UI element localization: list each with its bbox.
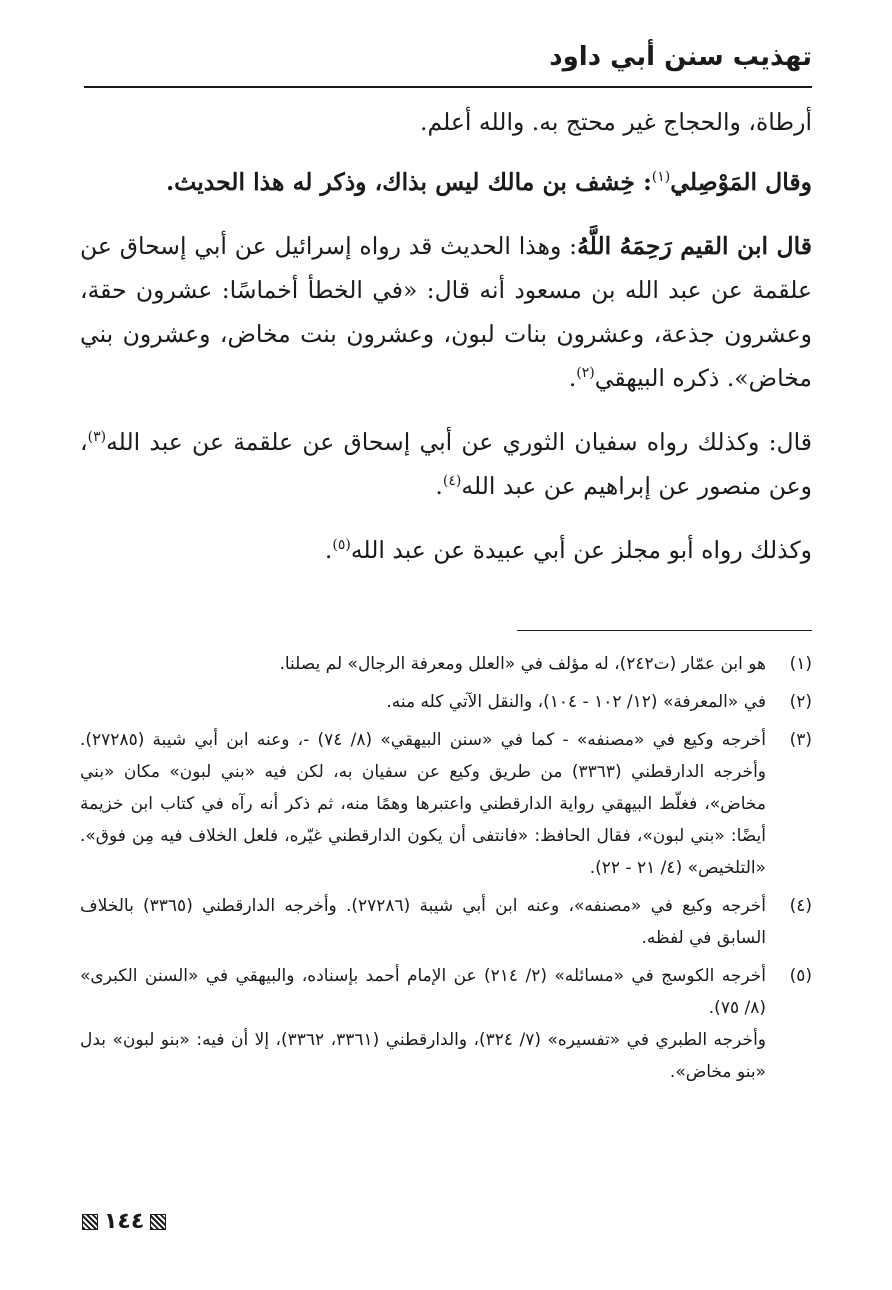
footnote-ref-5[interactable]: (٥) bbox=[332, 537, 351, 554]
paragraph-4-text-1: قال: وكذلك رواه سفيان الثوري عن أبي إسحاق عن علقمة عن عبد الله bbox=[106, 428, 812, 456]
ornament-icon bbox=[150, 1214, 166, 1230]
main-text bbox=[80, 100, 812, 592]
footnote-ref-1[interactable]: (١) bbox=[651, 169, 671, 186]
footnote-ref-4[interactable]: (٤) bbox=[442, 473, 462, 490]
paragraph-3 bbox=[80, 224, 812, 400]
paragraph-5-end: . bbox=[324, 536, 333, 564]
footnote-text: أخرجه وكيع في «مصنفه»، وعنه ابن أبي شيبة (٢٧٢٨٦). وأخرجه الدارقطني (٣٣٦٥) بالخلاف السابق في لفظه. bbox=[80, 896, 766, 948]
footnote-4 bbox=[80, 890, 812, 954]
footnote-separator bbox=[517, 630, 812, 631]
paragraph-4-text-2: ، وعن منصور عن إبراهيم عن عبد الله bbox=[80, 428, 812, 500]
footnote-ref-3[interactable]: (٣) bbox=[87, 429, 107, 446]
paragraph-3-end: . bbox=[568, 364, 577, 392]
footnote-ref-2[interactable]: (٢) bbox=[576, 365, 595, 382]
ibn-alqayyim-lead: قال ابن القيم رَحِمَهُ اللَّهُ bbox=[577, 232, 812, 260]
footnote-number: (٣) bbox=[789, 730, 812, 750]
footnote-1 bbox=[80, 648, 812, 680]
footnote-text: أخرجه الكوسج في «مسائله» (٢/ ٢١٤) عن الإمام أحمد بإسناده، والبيهقي في «السنن الكبرى» (٨/ ٧٥). bbox=[80, 966, 766, 1018]
footnote-number: (٤) bbox=[789, 896, 812, 916]
footnote-5 bbox=[80, 960, 812, 1088]
paragraph-5-text: وكذلك رواه أبو مجلز عن أبي عبيدة عن عبد الله bbox=[350, 536, 812, 564]
paragraph-1-text: أرطاة، والحجاج غير محتج به. والله أعلم. bbox=[420, 108, 812, 136]
header-title: تهذيب سنن أبي داود bbox=[549, 42, 812, 72]
page-number bbox=[82, 1209, 166, 1234]
footnote-2 bbox=[80, 686, 812, 718]
ornament-icon bbox=[82, 1214, 98, 1230]
page-number-text: ١٤٤ bbox=[104, 1209, 145, 1234]
footnote-text: في «المعرفة» (١٢/ ١٠٢ - ١٠٤)، والنقل الآتي كله منه. bbox=[386, 692, 766, 712]
paragraph-4-end: . bbox=[435, 472, 443, 500]
running-header bbox=[84, 34, 812, 88]
footnote-text-continued: وأخرجه الطبري في «تفسيره» (٧/ ٣٢٤)، والدارقطني (٣٣٦١، ٣٣٦٢)، إلا أن فيه: «بنو لبون» بدل «بنو مخاض». bbox=[80, 1030, 766, 1082]
footnotes bbox=[80, 648, 812, 1094]
paragraph-2 bbox=[80, 160, 812, 204]
mawsili-name: وقال المَوْصِلي bbox=[670, 168, 812, 196]
footnote-number: (٥) bbox=[789, 966, 812, 986]
footnote-text: هو ابن عمّار (ت٢٤٢)، له مؤلف في «العلل ومعرفة الرجال» لم يصلنا. bbox=[279, 654, 766, 674]
paragraph-4 bbox=[80, 420, 812, 508]
footnote-text: أخرجه وكيع في «مصنفه» - كما في «سنن البيهقي» (٨/ ٧٤) -، وعنه ابن أبي شيبة (٢٧٢٨٥). وأخرجه الدارقطني (٣٣٦٣) من طريق وكيع عن سفيان به، لكن فيه «بني لبون» مكان «بني مخاض»، فغلّط البيهقي رواية الدارقطني واعتبرها وهمًا منه، ثم ذكر أنه رآه في كتاب ابن خزيمة أيضًا: «بني لبون»، فقال الحافظ: «فانتفى أن يكون الدارقطني غيّره، فلعل الخلاف فيه مِن فوق». «التلخيص» (٤/ ٢١ - ٢٢). bbox=[80, 730, 767, 878]
paragraph-3-text: : وهذا الحديث قد رواه إسرائيل عن أبي إسحاق عن علقمة عن عبد الله بن مسعود أنه قال: «في الخطأ أخماسًا: عشرون حقة، وعشرون جذعة، وعشرون بنات لبون، وعشرون بنت مخاض، وعشرون بني مخاض». ذكره البيهقي bbox=[80, 232, 812, 392]
footnote-number: (٢) bbox=[789, 692, 812, 712]
paragraph-5 bbox=[80, 528, 812, 572]
paragraph-2-text: : خِشف بن مالك ليس بذاك، وذكر له هذا الحديث. bbox=[165, 168, 652, 196]
footnote-number: (١) bbox=[789, 654, 812, 674]
footnote-3 bbox=[80, 724, 812, 884]
paragraph-1 bbox=[80, 100, 812, 144]
